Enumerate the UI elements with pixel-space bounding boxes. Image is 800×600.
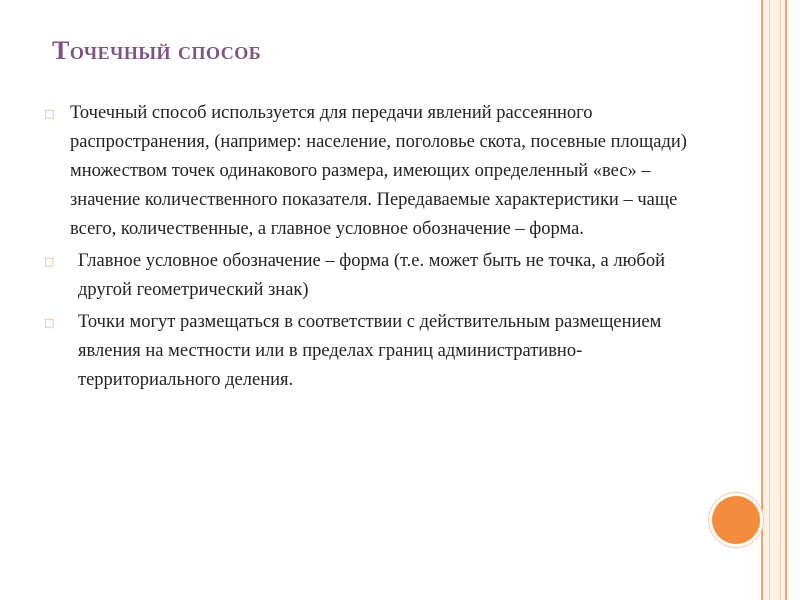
list-item (44, 247, 694, 305)
hollow-square-bullet-icon: □ (44, 255, 55, 268)
list-item (44, 99, 694, 244)
hollow-square-bullet-icon: □ (44, 107, 55, 120)
bullet-text: Точечный способ используется для передачи явлений рассеянного распространения, (например: население, поголовье скота, посевные площади) множеством точек одинакового размера, имеющих определенный «вес» – значение количественного показателя. Передаваемые характеристики – чаще всего, количественные, а главное условное обозначение – форма. (70, 103, 687, 239)
bullet-text: Точки могут размещаться в соответствии с действительным размещением явления на местности или в пределах границ административно-территориального деления. (78, 312, 662, 390)
decorative-circle-icon (712, 496, 760, 544)
list-item (44, 308, 694, 395)
decorative-border-stripe-inner (769, 0, 781, 600)
bullet-text: Главное условное обозначение – форма (т.е. может быть не точка, а любой другой геометрический знак) (78, 251, 665, 300)
slide-title: Точечный способ (52, 36, 262, 65)
hollow-square-bullet-icon: □ (44, 316, 55, 329)
bullet-list (44, 99, 694, 398)
